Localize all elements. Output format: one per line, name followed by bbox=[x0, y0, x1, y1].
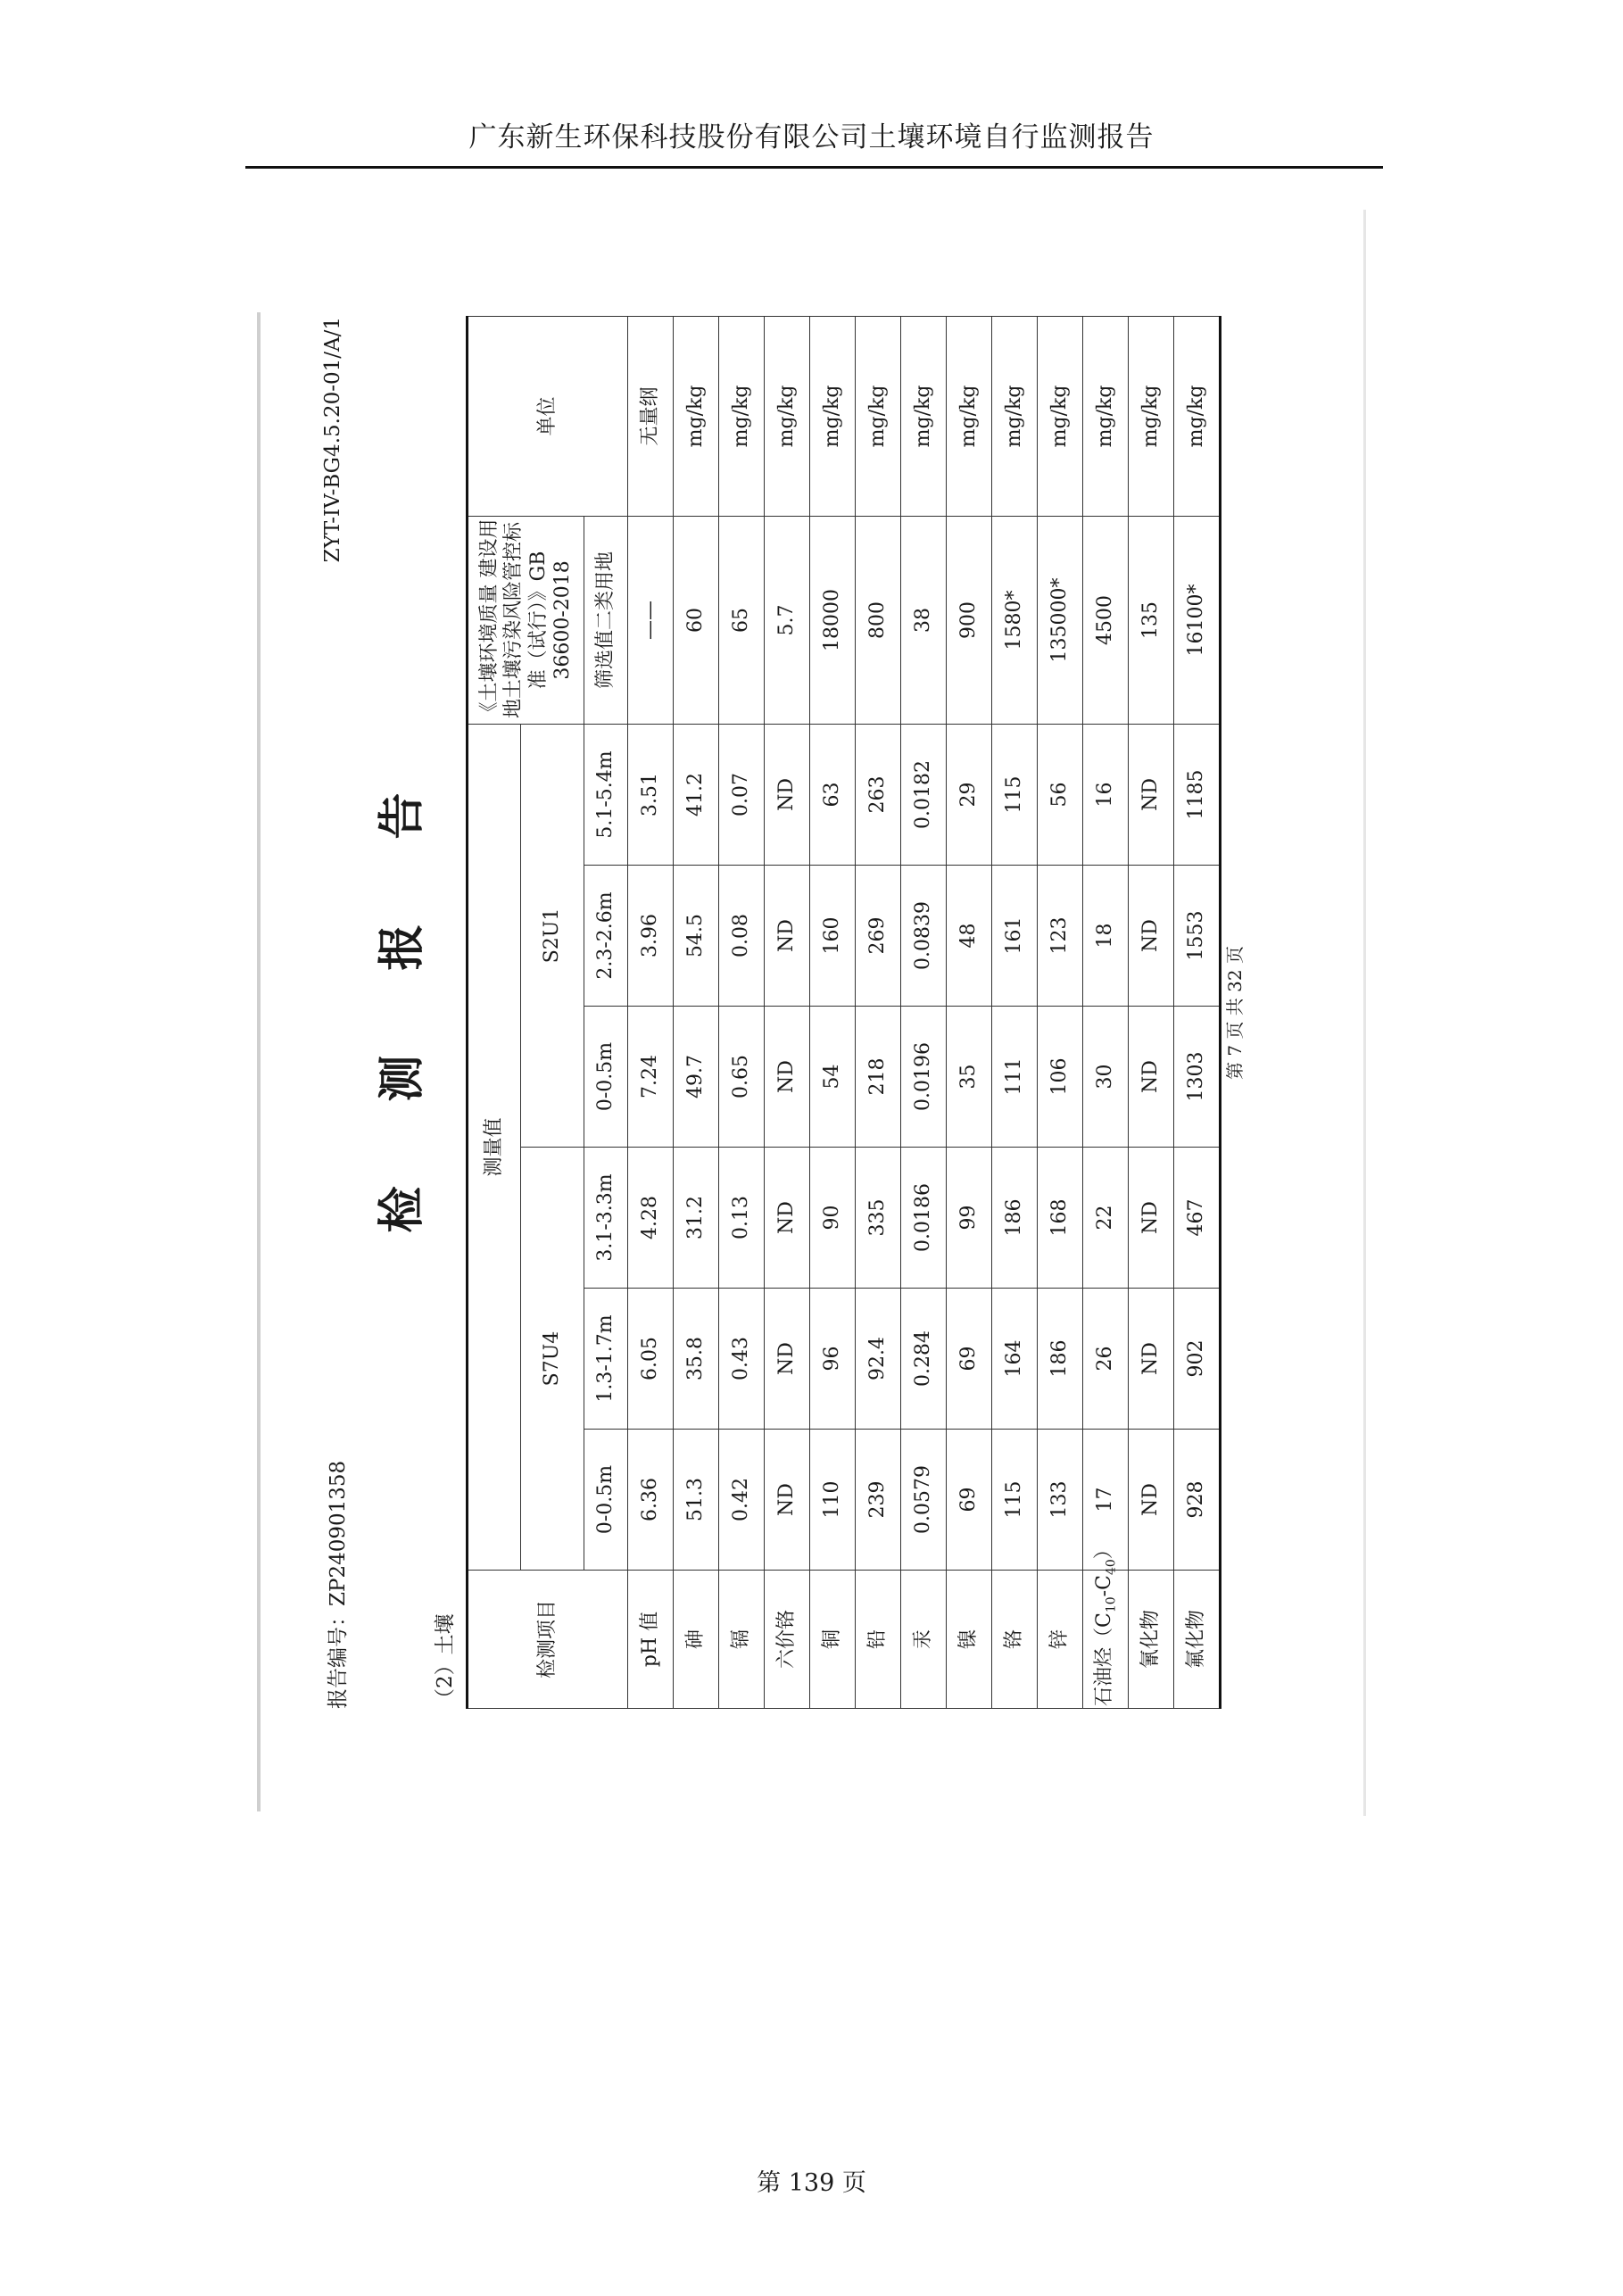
measured-value: 0.0182 bbox=[901, 724, 947, 865]
item-name: 铬 bbox=[992, 1571, 1038, 1709]
unit-value: mg/kg bbox=[810, 316, 856, 516]
unit-value: mg/kg bbox=[1038, 316, 1083, 516]
measured-value: 69 bbox=[947, 1289, 992, 1430]
unit-value: mg/kg bbox=[674, 316, 719, 516]
measured-value: 22 bbox=[1083, 1148, 1129, 1289]
item-name: pH 值 bbox=[628, 1571, 674, 1709]
table-row bbox=[1129, 316, 1174, 1708]
item-name-part: 40 bbox=[1103, 1559, 1118, 1576]
measured-value: 18 bbox=[1083, 866, 1129, 1007]
item-name: 砷 bbox=[674, 1571, 719, 1709]
measured-value: ND bbox=[765, 1007, 810, 1148]
standard-value: 65 bbox=[719, 516, 765, 724]
measured-value: 7.24 bbox=[628, 1007, 674, 1148]
measured-value: 17 bbox=[1083, 1430, 1129, 1571]
item-name: 镉 bbox=[719, 1571, 765, 1709]
measured-value: 269 bbox=[856, 866, 901, 1007]
measured-value: 6.36 bbox=[628, 1430, 674, 1571]
measured-value: 31.2 bbox=[674, 1148, 719, 1289]
measured-value: 123 bbox=[1038, 866, 1083, 1007]
table-row bbox=[1174, 316, 1221, 1708]
table-row bbox=[719, 316, 765, 1708]
standard-value: 135 bbox=[1129, 516, 1174, 724]
sample-name: S2U1 bbox=[521, 724, 584, 1147]
standard-value: 900 bbox=[947, 516, 992, 724]
item-name: 氰化物 bbox=[1129, 1571, 1174, 1709]
measured-value: ND bbox=[1129, 1430, 1174, 1571]
item-name: 氟化物 bbox=[1174, 1571, 1221, 1709]
measured-value: 41.2 bbox=[674, 724, 719, 865]
measured-value: ND bbox=[765, 1289, 810, 1430]
scan-edge-left bbox=[257, 312, 261, 1811]
measured-value: 115 bbox=[992, 724, 1038, 865]
standard-value: 5.7 bbox=[765, 516, 810, 724]
measured-value: 3.51 bbox=[628, 724, 674, 865]
unit-value: mg/kg bbox=[856, 316, 901, 516]
unit-value: mg/kg bbox=[1174, 316, 1221, 516]
measured-value: ND bbox=[1129, 1148, 1174, 1289]
measured-value: 186 bbox=[1038, 1289, 1083, 1430]
standard-value: 16100* bbox=[1174, 516, 1221, 724]
measured-value: 186 bbox=[992, 1148, 1038, 1289]
measured-value: 1303 bbox=[1174, 1007, 1221, 1148]
measured-value: 96 bbox=[810, 1289, 856, 1430]
table-row bbox=[628, 316, 674, 1708]
measured-value: 4.28 bbox=[628, 1148, 674, 1289]
measured-value: 0.08 bbox=[719, 866, 765, 1007]
item-name-part: 石油烃（C bbox=[1092, 1612, 1115, 1706]
table-row bbox=[1038, 316, 1083, 1708]
measured-value: 29 bbox=[947, 724, 992, 865]
measured-value: 63 bbox=[810, 724, 856, 865]
measured-value: 0.0839 bbox=[901, 866, 947, 1007]
measured-value: 160 bbox=[810, 866, 856, 1007]
standard-value: 60 bbox=[674, 516, 719, 724]
measured-value: 0.0196 bbox=[901, 1007, 947, 1148]
page-number: 第 139 页 bbox=[757, 2169, 866, 2197]
measured-value: 99 bbox=[947, 1148, 992, 1289]
depth-header: 1.3-1.7m bbox=[584, 1289, 628, 1430]
table-row bbox=[1083, 316, 1129, 1708]
measured-value: 335 bbox=[856, 1148, 901, 1289]
measured-value: 56 bbox=[1038, 724, 1083, 865]
depth-header: 0-0.5m bbox=[584, 1007, 628, 1148]
standard-value: —— bbox=[628, 516, 674, 724]
header-rule bbox=[245, 166, 1383, 169]
measured-value: 0.07 bbox=[719, 724, 765, 865]
measured-value: 35 bbox=[947, 1007, 992, 1148]
measured-value: 0.13 bbox=[719, 1148, 765, 1289]
measured-value: 54.5 bbox=[674, 866, 719, 1007]
item-name: 六价铬 bbox=[765, 1571, 810, 1709]
report-number: 报告编号：ZP240901358 bbox=[327, 1460, 350, 1709]
measured-value: ND bbox=[1129, 724, 1174, 865]
item-name-part: 10 bbox=[1103, 1596, 1118, 1613]
standard-value: 4500 bbox=[1083, 516, 1129, 724]
report-title: 检测报告 bbox=[375, 708, 429, 1233]
unit-value: mg/kg bbox=[719, 316, 765, 516]
table-row bbox=[765, 316, 810, 1708]
measured-value: 16 bbox=[1083, 724, 1129, 865]
depth-header: 0-0.5m bbox=[584, 1430, 628, 1571]
measured-value: 0.43 bbox=[719, 1289, 765, 1430]
table-row bbox=[856, 316, 901, 1708]
measured-value: 133 bbox=[1038, 1430, 1083, 1571]
item-name: 铅 bbox=[856, 1571, 901, 1709]
measured-header: 测量值 bbox=[468, 724, 521, 1570]
depth-header: 2.3-2.6m bbox=[584, 866, 628, 1007]
unit-header: 单位 bbox=[468, 316, 628, 516]
measured-value: 90 bbox=[810, 1148, 856, 1289]
measured-value: 54 bbox=[810, 1007, 856, 1148]
sheet-page-info: 第 7 页 共 32 页 bbox=[1224, 946, 1246, 1080]
table-row bbox=[901, 316, 947, 1708]
unit-value: mg/kg bbox=[765, 316, 810, 516]
measured-value: ND bbox=[1129, 1007, 1174, 1148]
unit-value: mg/kg bbox=[992, 316, 1038, 516]
measured-value: 106 bbox=[1038, 1007, 1083, 1148]
item-name-part: -C bbox=[1092, 1575, 1115, 1597]
page-header-title: 广东新生环保科技股份有限公司土壤环境自行监测报告 bbox=[468, 121, 1155, 153]
measured-value: 0.284 bbox=[901, 1289, 947, 1430]
unit-value: 无量纲 bbox=[628, 316, 674, 516]
measured-value: 6.05 bbox=[628, 1289, 674, 1430]
table-row bbox=[992, 316, 1038, 1708]
document-code: ZYT-IV-BG4.5.20-01/A/1 bbox=[321, 317, 344, 563]
measured-value: ND bbox=[1129, 1289, 1174, 1430]
scan-edge-right bbox=[1363, 210, 1366, 1816]
measured-value: ND bbox=[765, 1148, 810, 1289]
standard-value: 18000 bbox=[810, 516, 856, 724]
measured-value: 3.96 bbox=[628, 866, 674, 1007]
measured-value: 1185 bbox=[1174, 724, 1221, 865]
measured-value: 26 bbox=[1083, 1289, 1129, 1430]
table-row bbox=[947, 316, 992, 1708]
standard-value: 1580* bbox=[992, 516, 1038, 724]
standard-value: 135000* bbox=[1038, 516, 1083, 724]
item-name-part: ） bbox=[1092, 1539, 1115, 1560]
standard-subheader: 筛选值二类用地 bbox=[584, 516, 628, 724]
measured-value: 92.4 bbox=[856, 1289, 901, 1430]
item-name bbox=[1083, 1539, 1129, 1709]
measured-value: 0.65 bbox=[719, 1007, 765, 1148]
measured-value: 218 bbox=[856, 1007, 901, 1148]
standard-value: 38 bbox=[901, 516, 947, 724]
depth-header: 3.1-3.3m bbox=[584, 1148, 628, 1289]
measured-value: ND bbox=[765, 724, 810, 865]
measured-value: 48 bbox=[947, 866, 992, 1007]
measured-value: ND bbox=[1129, 866, 1174, 1007]
item-name: 镍 bbox=[947, 1571, 992, 1709]
measured-value: 115 bbox=[992, 1430, 1038, 1571]
measured-value: 239 bbox=[856, 1430, 901, 1571]
measured-value: ND bbox=[765, 1430, 810, 1571]
measured-value: 161 bbox=[992, 866, 1038, 1007]
measured-value: 0.0186 bbox=[901, 1148, 947, 1289]
measured-value: ND bbox=[765, 866, 810, 1007]
measured-value: 69 bbox=[947, 1430, 992, 1571]
item-name: 铜 bbox=[810, 1571, 856, 1709]
unit-value: mg/kg bbox=[947, 316, 992, 516]
sample-name: S7U4 bbox=[521, 1148, 584, 1571]
unit-value: mg/kg bbox=[1083, 316, 1129, 516]
measured-value: 263 bbox=[856, 724, 901, 865]
soil-results-table bbox=[466, 316, 1221, 1709]
table-row bbox=[810, 316, 856, 1708]
measured-value: 168 bbox=[1038, 1148, 1083, 1289]
measured-value: 30 bbox=[1083, 1007, 1129, 1148]
section-label: （2）土壤 bbox=[434, 1613, 457, 1709]
measured-value: 1553 bbox=[1174, 866, 1221, 1007]
measured-value: 51.3 bbox=[674, 1430, 719, 1571]
measured-value: 467 bbox=[1174, 1148, 1221, 1289]
unit-value: mg/kg bbox=[1129, 316, 1174, 516]
measured-value: 902 bbox=[1174, 1289, 1221, 1430]
standard-value: 800 bbox=[856, 516, 901, 724]
standard-header: 《土壤环境质量 建设用地土壤污染风险管控标准（试行）》GB 36600-2018 bbox=[468, 516, 584, 724]
measured-value: 928 bbox=[1174, 1430, 1221, 1571]
measured-value: 49.7 bbox=[674, 1007, 719, 1148]
item-name: 锌 bbox=[1038, 1571, 1083, 1709]
depth-header: 5.1-5.4m bbox=[584, 724, 628, 865]
measured-value: 35.8 bbox=[674, 1289, 719, 1430]
item-header: 检测项目 bbox=[468, 1571, 628, 1709]
rotated-report-sheet bbox=[321, 317, 1267, 1709]
measured-value: 110 bbox=[810, 1430, 856, 1571]
measured-value: 111 bbox=[992, 1007, 1038, 1148]
measured-value: 0.0579 bbox=[901, 1430, 947, 1571]
unit-value: mg/kg bbox=[901, 316, 947, 516]
measured-value: 164 bbox=[992, 1289, 1038, 1430]
item-name: 汞 bbox=[901, 1571, 947, 1709]
measured-value: 0.42 bbox=[719, 1430, 765, 1571]
table-row bbox=[674, 316, 719, 1708]
